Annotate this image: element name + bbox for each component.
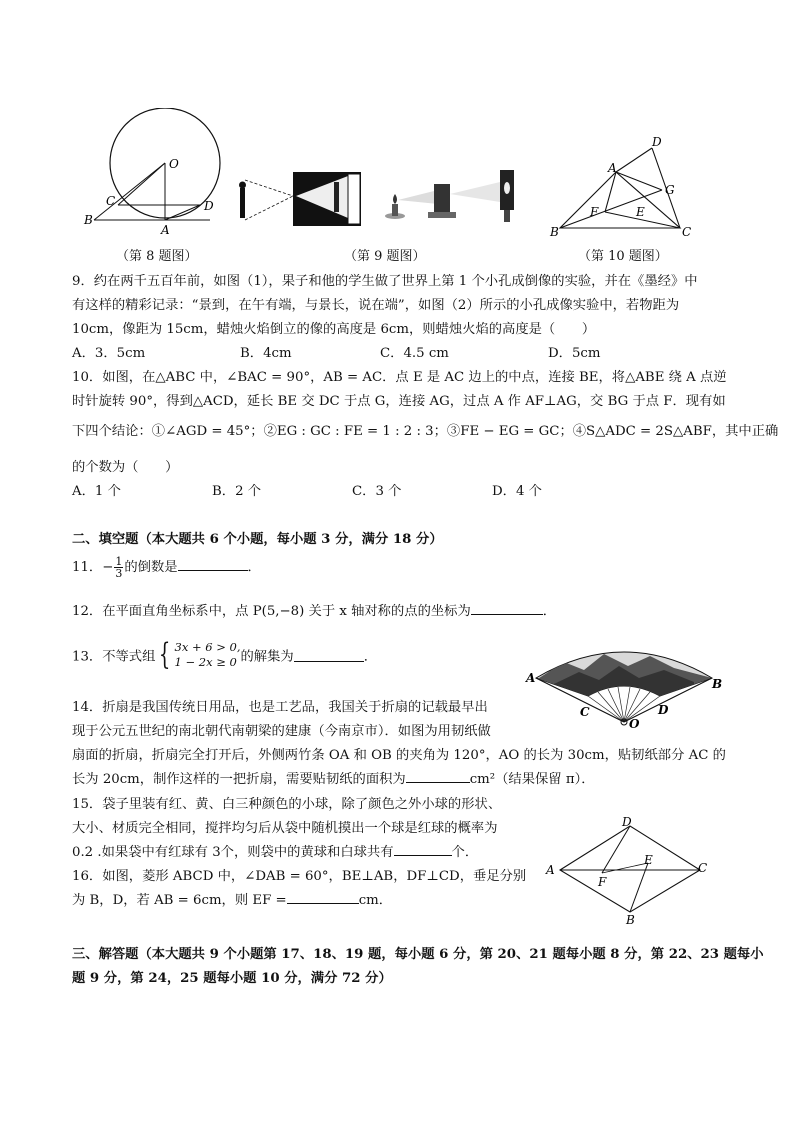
q11-prefix: 11．−	[72, 560, 114, 575]
q9-options	[72, 342, 600, 361]
q9-option-d[interactable]: D．5cm	[548, 346, 601, 361]
fig8-caption: （第 8 题图）	[116, 249, 198, 264]
rhombus-label-c: C	[698, 861, 708, 875]
q12-text: 12．在平面直角坐标系中，点 P(5,−8) 关于 x 轴对称的点的坐标为	[72, 604, 471, 619]
q13-system	[175, 640, 241, 670]
q10-options	[72, 480, 542, 499]
figure-10-triangle-diagram	[548, 132, 698, 242]
q15-line-2: 大小、材质完全相同，搅拌均匀后从袋中随机摸出一个球是红球的概率为	[72, 821, 498, 836]
q10-line-1: 10．如图，在△ABC 中，∠BAC = 90°，AB = AC．点 E 是 AC 边上的中点，连接 BE，将△ABE 绕 A 点逆	[72, 370, 727, 385]
q12-answer-blank[interactable]	[471, 602, 543, 615]
q13-ineq-2: 1 − 2x ≥ 0	[174, 655, 237, 669]
q15-line-3	[72, 841, 478, 860]
rhombus-label-a: A	[546, 863, 555, 877]
fan-label-a: A	[526, 671, 536, 685]
q13-prefix: 13．不等式组	[72, 649, 156, 665]
q14-answer-blank[interactable]	[406, 770, 470, 783]
q9-line-3: 10cm，像距为 15cm，蜡烛火焰倒立的像的高度是 6cm，则蜡烛火焰的高度是（ ）	[72, 322, 596, 337]
q13-answer-blank[interactable]	[294, 649, 364, 662]
fig10-label-g: G	[665, 183, 675, 197]
fig8-label-o: O	[169, 157, 179, 171]
pinhole-figure-1	[239, 172, 361, 226]
q14-line-3: 扇面的折扇，折扇完全打开后，外侧两竹条 OA 和 OB 的夹角为 120°，AO 的长为 30cm，贴韧纸部分 AC 的	[72, 748, 726, 763]
q16-answer-blank[interactable]	[287, 891, 359, 904]
q9-line-1: 9．约在两千五百年前，如图（1），果子和他的学生做了世界上第 1 个小孔成倒像的实验，并在《墨经》中	[72, 274, 698, 289]
q10-line-3: 下四个结论：①∠AGD = 45°；②EG : GC : FE = 1 : 2 : 3；③FE − EG = GC；④S△ADC = 2S△ABF，其中正确	[72, 424, 779, 439]
q10-line-4: 的个数为（ ）	[72, 460, 179, 475]
q11-answer-blank[interactable]	[178, 558, 248, 571]
q10-option-d[interactable]: D．4 个	[492, 484, 542, 499]
q16-line-2-text: 为 B，D，若 AB = 6cm，则 EF =	[72, 893, 287, 908]
figure-8-circle-diagram	[80, 108, 230, 238]
fig8-label-c: C	[106, 194, 116, 208]
q12-end: ．	[542, 604, 557, 619]
q13-end: ．	[363, 649, 377, 665]
fig10-caption: （第 10 题图）	[578, 249, 668, 264]
q13-brace-icon: {	[159, 637, 171, 672]
q16-line-2	[72, 889, 392, 908]
q14-line-4-text: 长为 20cm，制作这样的一把折扇，需要贴韧纸的面积为	[72, 772, 406, 787]
q9-option-a[interactable]: A．3．5cm	[72, 346, 146, 361]
q11	[72, 556, 261, 579]
q11-end: ．	[247, 560, 261, 575]
q14-line-2: 现于公元五世纪的南北朝代南朝梁的建康（今南京市）．如图为用韧纸做	[72, 724, 491, 739]
pinhole-figure-2	[385, 170, 514, 222]
q15-line-1: 15．袋子里装有红、黄、白三种颜色的小球，除了颜色之外小球的形状、	[72, 797, 502, 812]
fig10-label-e: E	[636, 205, 645, 219]
q11-numerator: 1	[115, 555, 123, 568]
q13-ineq-1: 3x + 6 > 0,	[174, 640, 241, 654]
rhombus-label-e: E	[644, 853, 653, 867]
q13-suffix: 的解集为	[240, 649, 294, 665]
fig8-label-b: B	[84, 213, 93, 227]
fan-label-o: O	[629, 717, 640, 728]
q16-line-2-end: cm．	[358, 893, 393, 908]
q11-fraction	[114, 556, 123, 579]
q13	[72, 637, 377, 672]
section-3-heading-line-2: 题 9 分，第 24，25 题每小题 10 分，满分 72 分）	[72, 971, 392, 986]
fan-label-c: C	[580, 705, 590, 719]
q14-line-4-end: cm²（结果保留 π）．	[469, 772, 595, 787]
q12	[72, 600, 556, 619]
fig10-label-d: D	[652, 135, 662, 149]
q14-line-1: 14．折扇是我国传统日用品，也是工艺品，我国关于折扇的记载最早出	[72, 700, 488, 715]
q15-line-3-end: 个．	[451, 845, 479, 860]
figure-folding-fan	[524, 636, 724, 728]
fig10-label-b: B	[550, 225, 559, 239]
fig8-label-d: D	[204, 199, 214, 213]
fan-label-d: D	[658, 703, 669, 717]
q9-option-b[interactable]: B．4cm	[240, 346, 292, 361]
fig10-label-f: F	[590, 205, 599, 219]
fig9-caption: （第 9 题图）	[344, 249, 426, 264]
q16-line-1: 16．如图，菱形 ABCD 中，∠DAB = 60°，BE⊥AB，DF⊥CD，垂足分别	[72, 869, 527, 884]
q15-answer-blank[interactable]	[394, 843, 452, 856]
q10-line-2: 时针旋转 90°，得到△ACD，延长 BE 交 DC 于点 G，连接 AG，过点 A 作 AF⊥AG，交 BG 于点 F．现有如	[72, 394, 726, 409]
fig8-label-a: A	[161, 223, 170, 237]
figure-9-pinhole-illustration	[238, 168, 518, 230]
fig10-label-a: A	[608, 161, 617, 175]
figure-16-rhombus-diagram	[540, 814, 720, 926]
rhombus-label-b: B	[626, 913, 635, 926]
q10-option-c[interactable]: C．3 个	[352, 484, 402, 499]
q10-option-b[interactable]: B．2 个	[212, 484, 262, 499]
section-3-heading-line-1: 三、解答题（本大题共 9 个小题第 17、18、19 题，每小题 6 分，第 20、21 题每小题 8 分，第 22、23 题每小	[72, 947, 764, 962]
q11-denominator: 3	[115, 567, 123, 580]
fig10-label-c: C	[682, 225, 692, 239]
rhombus-label-d: D	[622, 815, 632, 829]
q9-line-2: 有这样的精彩记录：“景到，在午有端，与景长，说在端”，如图（2）所示的小孔成像实验中，若物距为	[72, 298, 680, 313]
q15-line-3-text: 0.2 .如果袋中有红球有 3个，则袋中的黄球和白球共有	[72, 845, 394, 860]
q11-suffix: 的倒数是	[124, 560, 178, 575]
rhombus-label-f: F	[598, 875, 607, 889]
section-2-heading: 二、填空题（本大题共 6 个小题，每小题 3 分，满分 18 分）	[72, 532, 443, 547]
q9-option-c[interactable]: C．4.5 cm	[380, 346, 449, 361]
q10-option-a[interactable]: A．1 个	[72, 484, 121, 499]
fan-label-b: B	[712, 677, 723, 691]
q14-line-4	[72, 768, 595, 787]
